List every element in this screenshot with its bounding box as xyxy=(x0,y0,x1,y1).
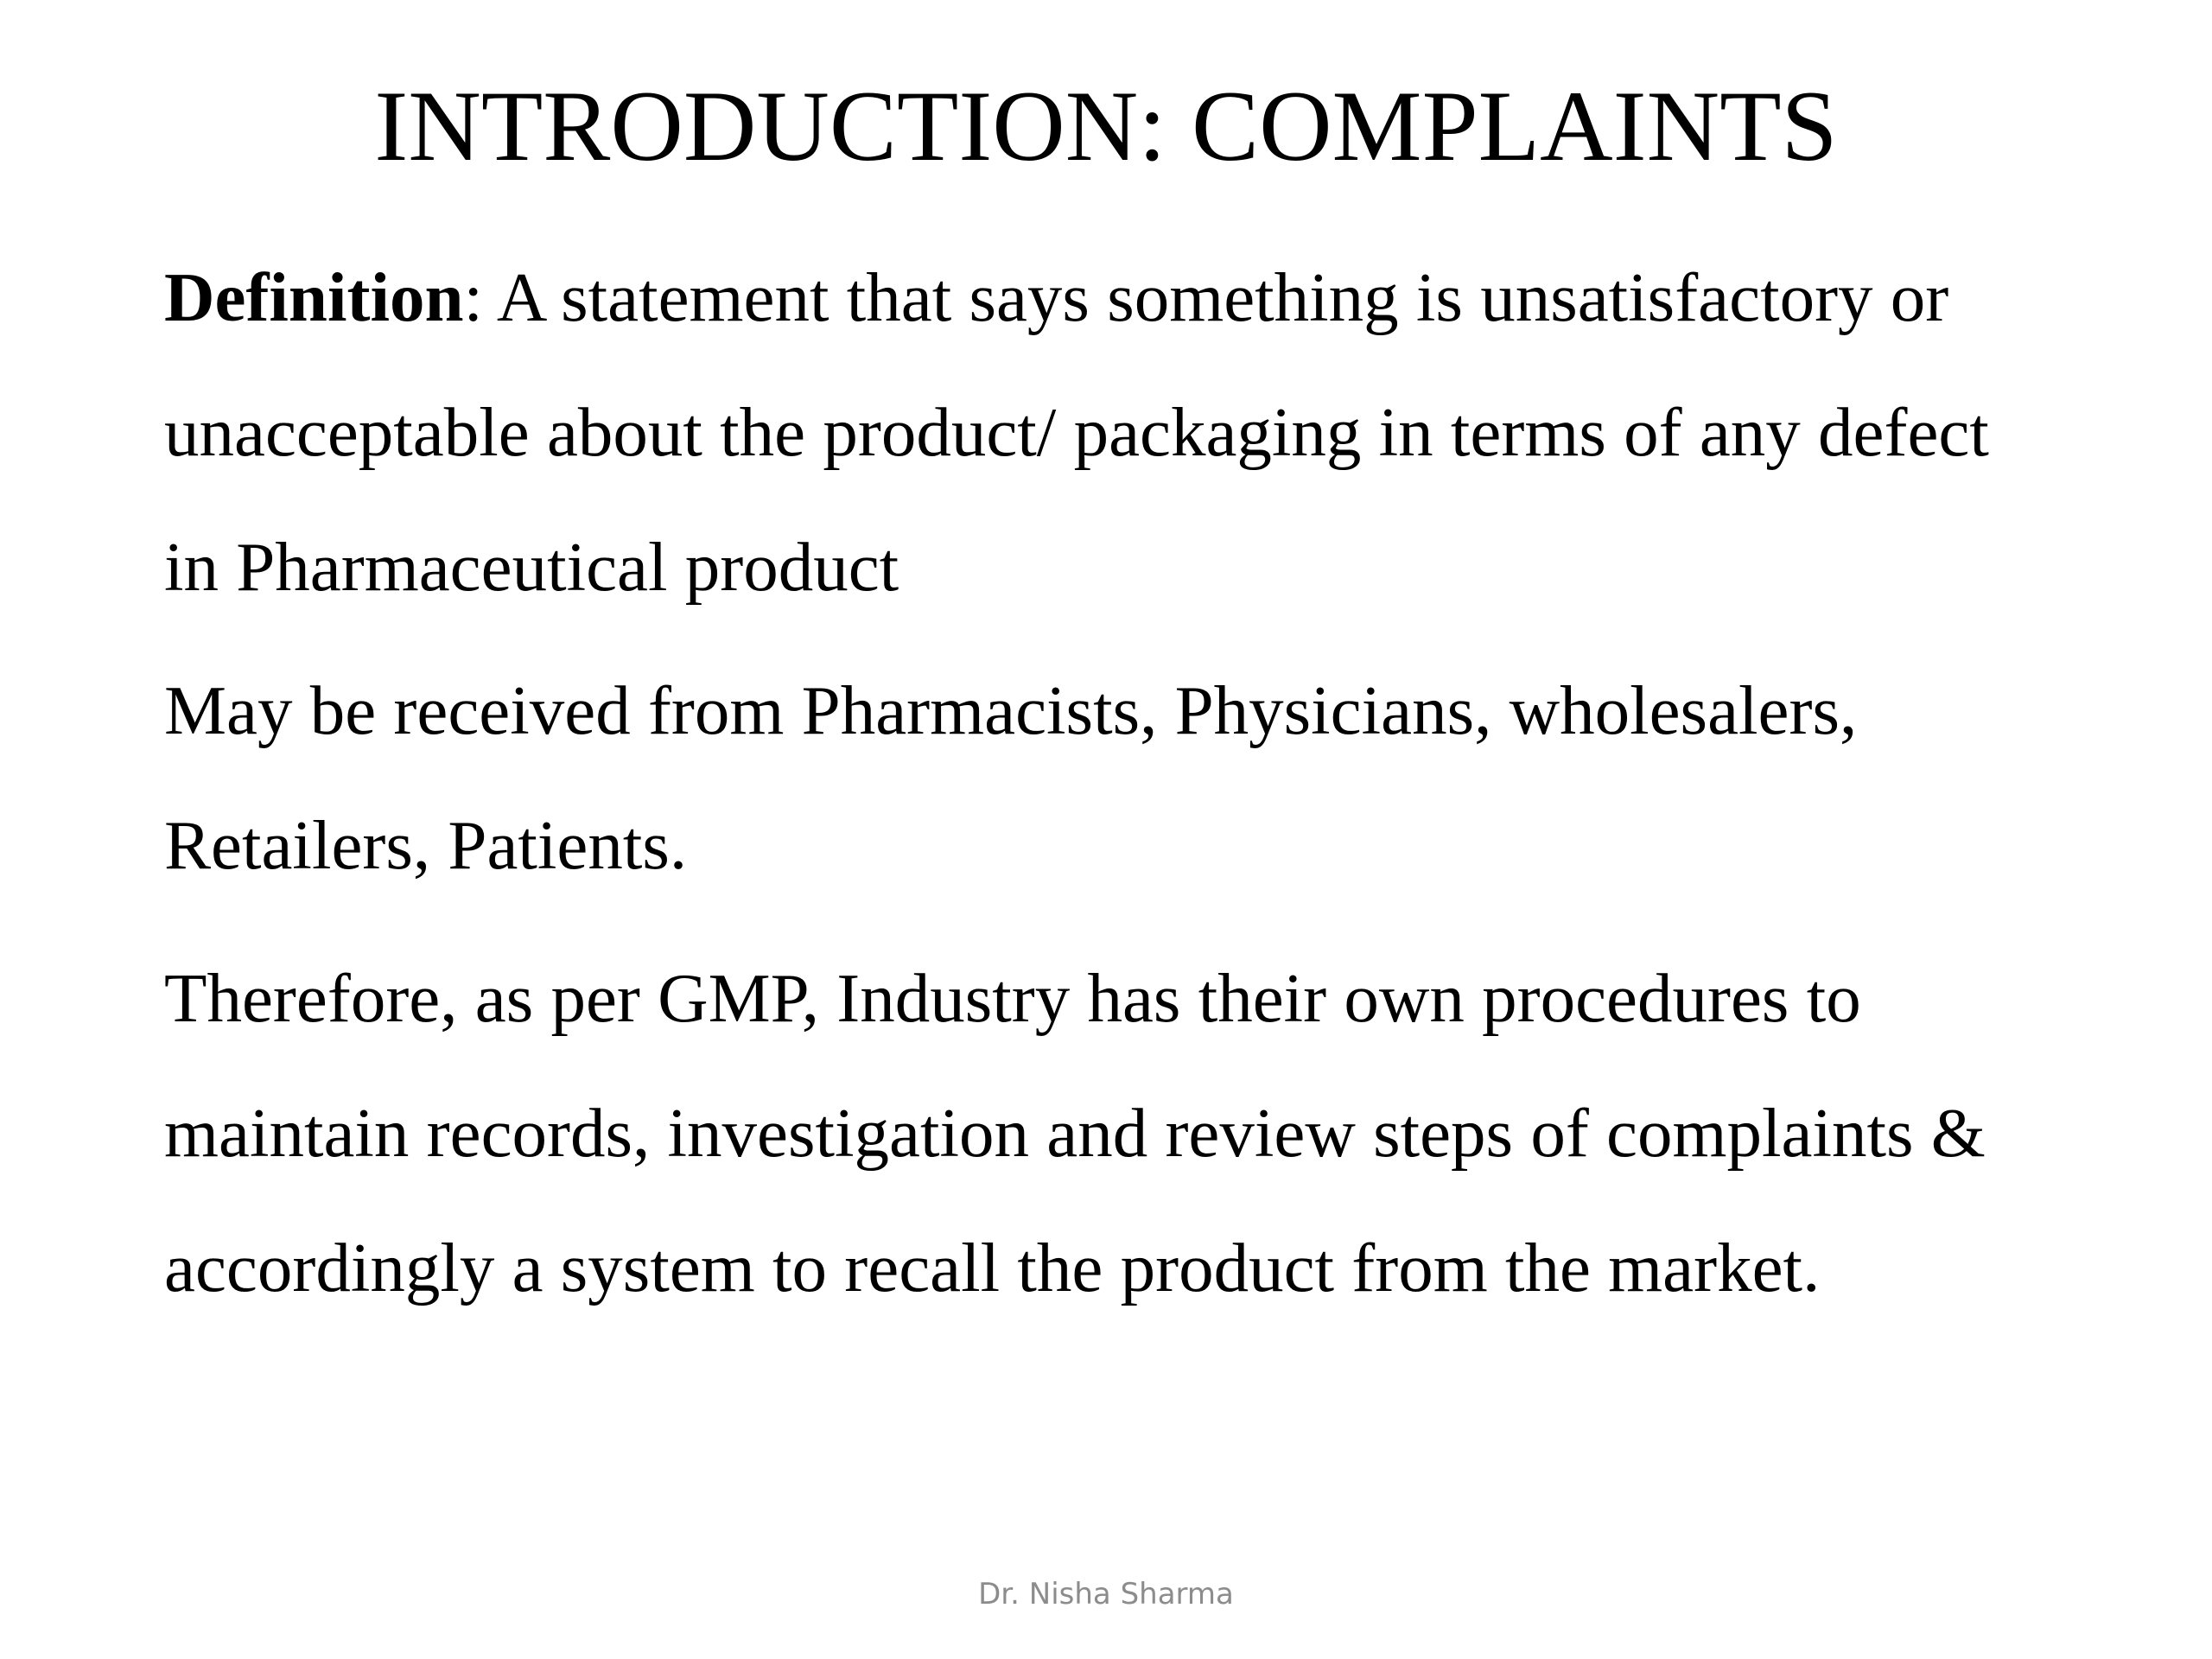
sources-paragraph xyxy=(164,643,2160,912)
definition-paragraph xyxy=(164,230,2160,634)
definition-term: Definition xyxy=(164,258,464,336)
gmp-line-1: Therefore, as per GMP, Industry has their own procedures to xyxy=(164,959,1861,1037)
gmp-line-3: accordingly a system to recall the product from the market. xyxy=(164,1229,1821,1306)
sources-line-2: Retailers, Patients. xyxy=(164,806,688,884)
gmp-line-2: maintain records, investigation and review steps of complaints & xyxy=(164,1094,1986,1172)
definition-line-2: unacceptable about the product/ packaging in terms of any defect xyxy=(164,393,1989,471)
definition-line-3: in Pharmaceutical product xyxy=(164,528,899,606)
definition-line-1 xyxy=(164,230,2160,365)
slide-title: INTRODUCTION: COMPLAINTS xyxy=(374,71,1838,182)
slide-footer-author: Dr. Nisha Sharma xyxy=(978,1577,1234,1611)
definition-text-1: A statement that says something is unsatisfactory or xyxy=(496,258,1949,336)
gmp-paragraph xyxy=(164,931,2160,1335)
definition-separator: : xyxy=(463,258,497,336)
sources-line-1: May be received from Pharmacists, Physicians, wholesalers, xyxy=(164,671,1858,749)
